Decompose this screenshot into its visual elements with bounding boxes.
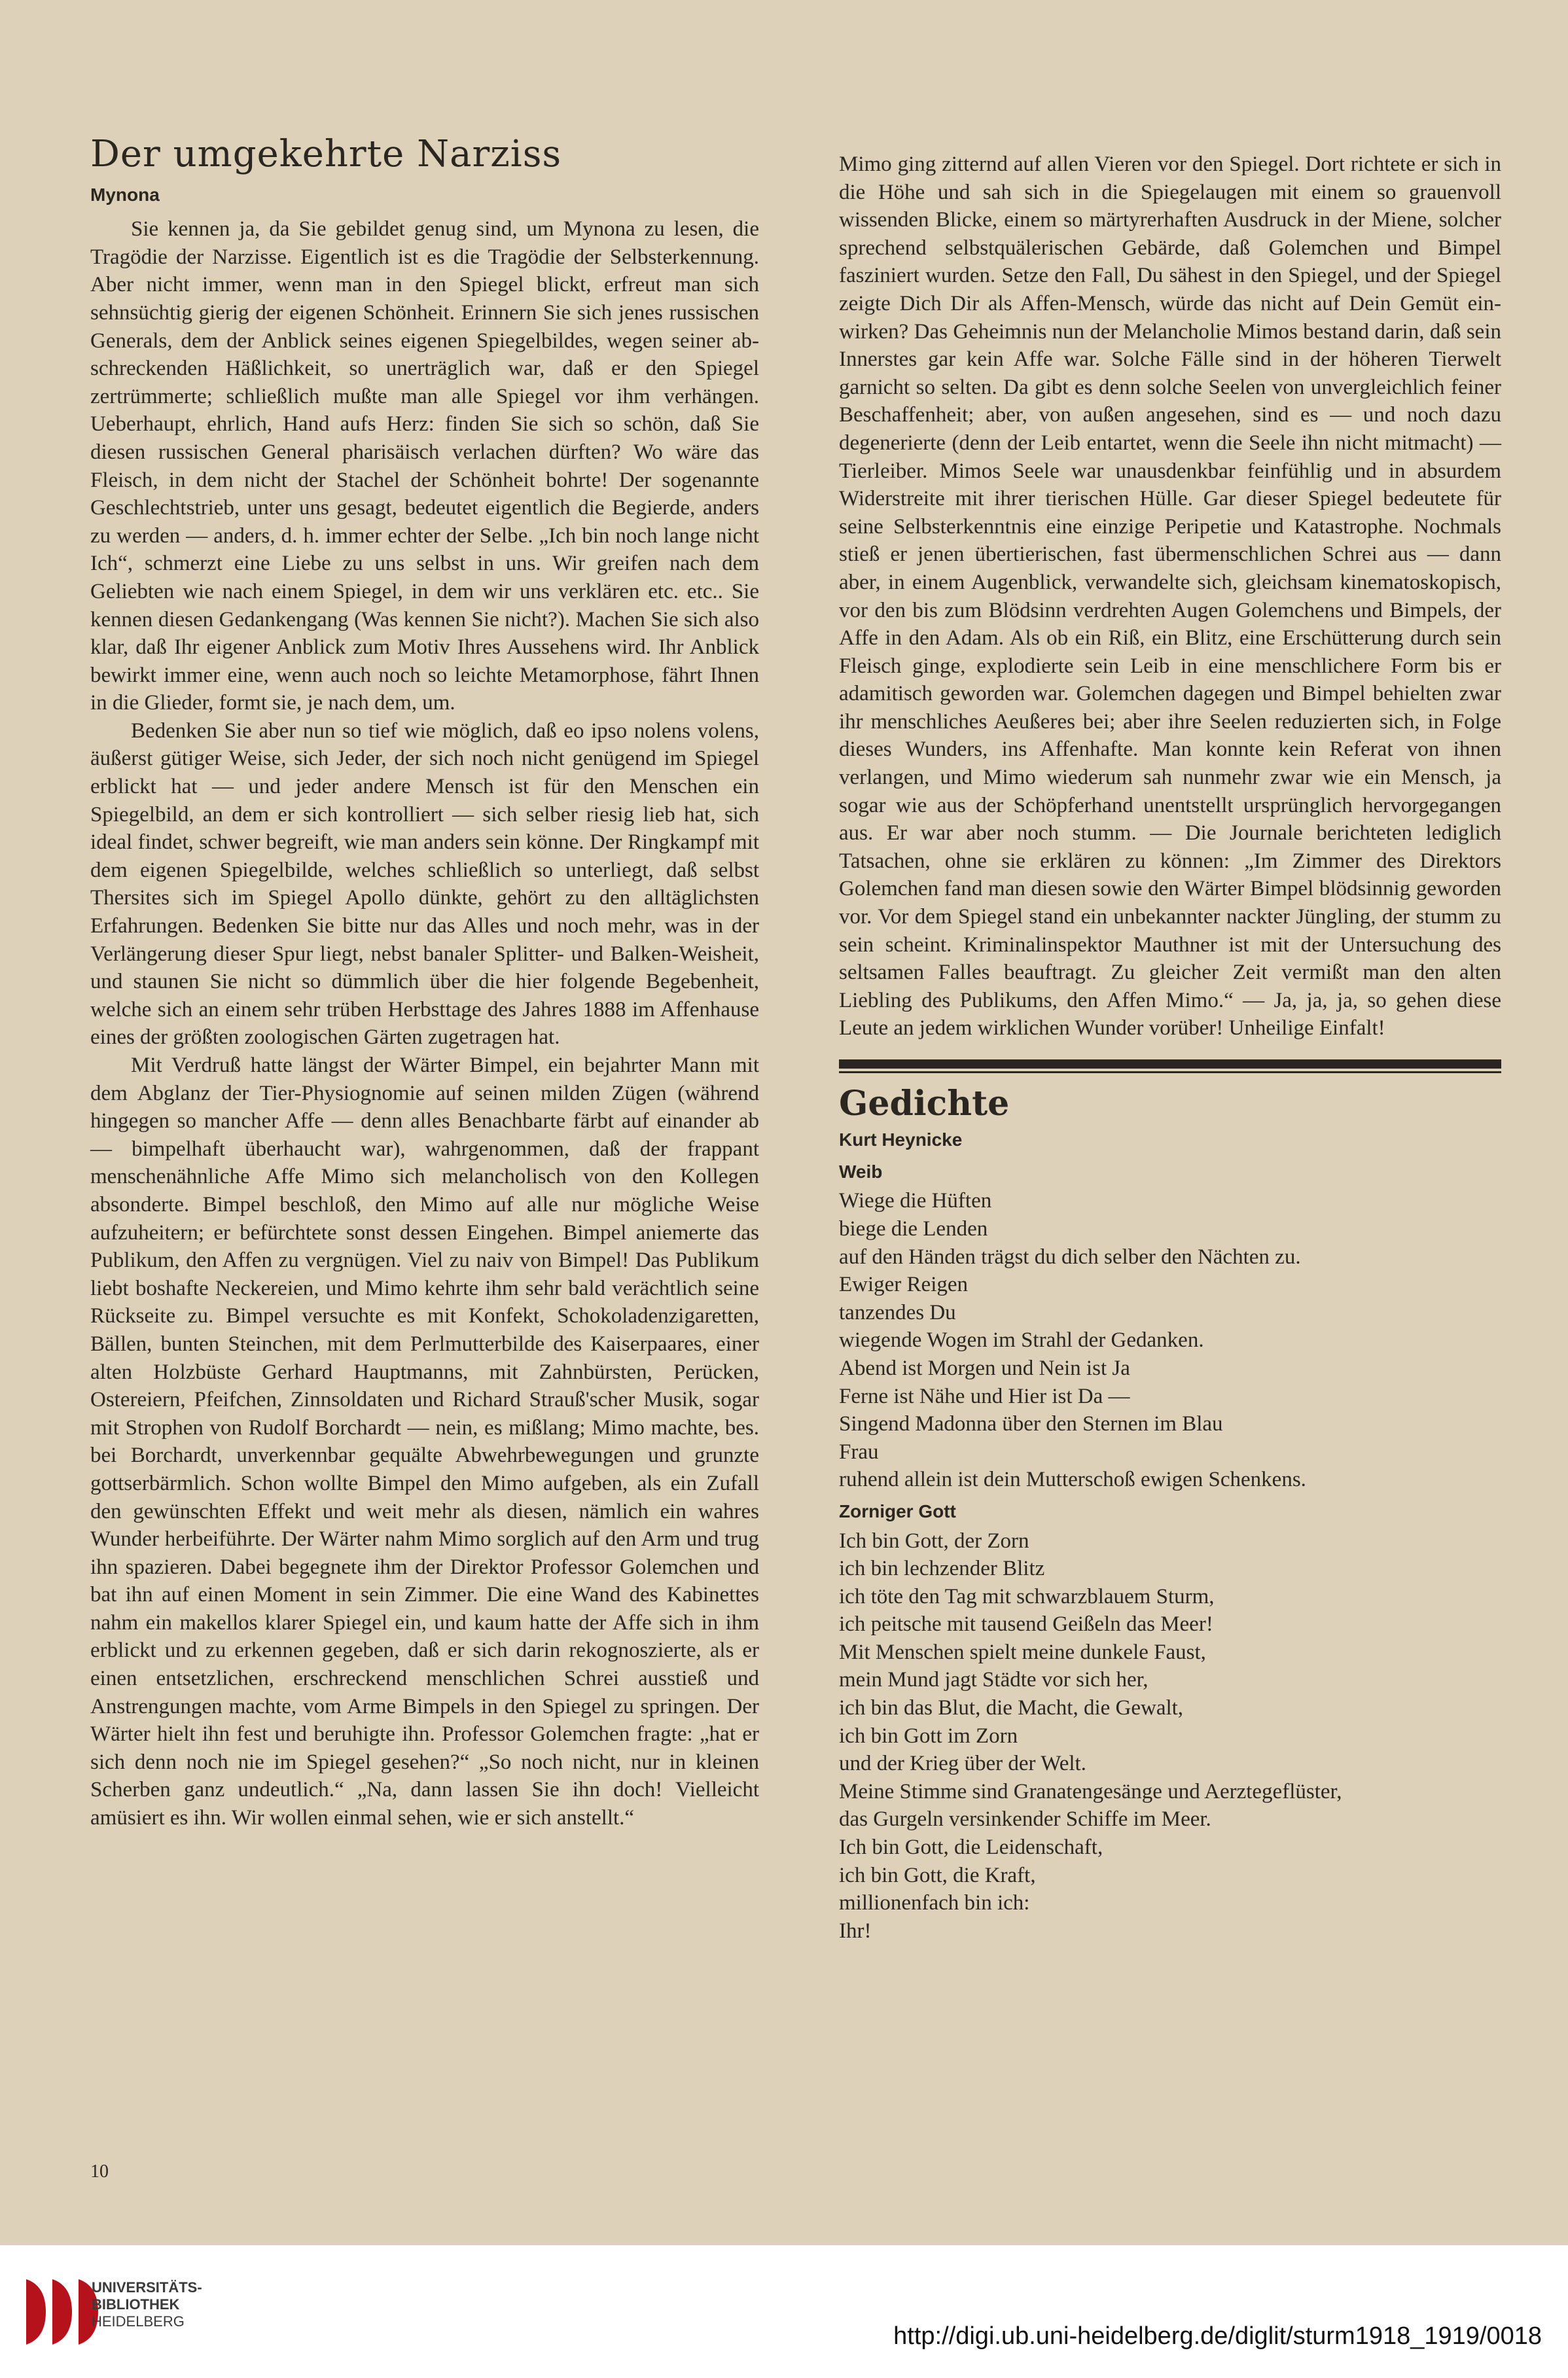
poem-line: Singend Madonna über den Sternen im Blau [839, 1412, 1223, 1436]
article-title: Der umgekehrte Narziss [90, 133, 562, 175]
poem-line: wiegende Wogen im Strahl der Gedanken. [839, 1328, 1204, 1353]
poem-title: Weib [839, 1161, 883, 1182]
poem-line: ich bin Gott im Zorn [839, 1724, 1018, 1748]
poem-line: Wiege die Hüften [839, 1189, 992, 1213]
section-divider-thick [839, 1059, 1501, 1069]
library-name [92, 2279, 202, 2330]
library-footer [0, 2245, 1568, 2378]
poem-line: Ich bin Gott, der Zorn [839, 1529, 1029, 1553]
library-name-line: UNIVERSITÄTS- [92, 2279, 202, 2296]
poem-line: ich bin lechzender Blitz [839, 1557, 1045, 1581]
page-number: 10 [90, 2161, 109, 2182]
poem-line: ruhend allein ist dein Mutterschoß ewigen Schenkens. [839, 1468, 1306, 1492]
article-paragraph-continued: Mimo ging zitternd auf allen Vieren vor den Spiegel. Dort richtete er sich in die Höhe und sah sich in die Spiegelaugen mit einem so grauenvoll wissenden Blicke, einem so märtyrerhaften Ausdruck in der Miene, solcher sprechend selbstquälerischen Gebärde, daß Golemchen und Bimpel fasziniert wurden. Setze den Fall, Du sähest in den Spiegel, und der Spiegel zeigte Dich Dir als Affen-Mensch, würde das nicht auf Dein Gemüt einwirken? Das Geheimnis nun der Melancholie Mimos bestand darin, daß sein Innerstes gar kein Affe war. Solche Fälle sind in der höheren Tierwelt garnicht so selten. Da gibt es denn solche Seelen von unvergleichlich feiner Beschaffenheit; aber, von außen angesehen, sind es — und noch dazu degenerierte (denn der Leib entartet, wenn die Seele ihn nicht mitmacht) — Tierleiber. Mimos Seele war unausdenkbar feinfühlig und in absurdem Widerstreite mit ihrer tierischen Hülle. Gar dieser Spiegel bedeutete für seine Selbsterkenntnis eine einzige Peripetie und Katastrophe. Nochmals stieß er jenen übertierischen, fast übermenschlichen Schrei aus — dann aber, in einem Augenblick, verwandelte sich, gleichsam kinematoskopisch, vor den bis zum Blödsinn verdrehten Augen Golemchens und Bimpels, der Affe in den Adam. Als ob ein Riß, ein Blitz, eine Erschütterung durch sein Fleisch ginge, explodierte sein Leib in eine menschlichere Form bis er adamitisch geworden war. Golemchen dagegen und Bimpel behielten zwar ihr menschliches Aeußeres bei; aber ihre Seelen reduzierten sich, in Folge dieses Wunders, ins Affenhafte. Man konnte kein Referat von ihnen verlangen, und Mimo wiederum sah nunmehr zwar wie ein Mensch, ja sogar wie aus der Schöpferhand unentstellt ursprünglich hervorgegangen aus. Er war aber noch stumm. — Die Journale berichteten lediglich Tatsachen, ohne sie erklären zu können: „Im Zimmer des Direktors Golemchen fand man diesen sowie den Wärter Bimpel blödsinnig geworden vor. Vor dem Spiegel stand ein unbekannter nackter Jüngling, der stumm zu sein scheint. Kriminalinspektor Mauthner ist mit der Untersuchung des seltsamen Falles beauftragt. Zu gleicher Zeit vermißt man den alten Liebling des Publikums, den Affen Mimo.“ — Ja, ja, ja, so gehen diese Leute an jedem wirklichen Wunder vorüber! Unheilige Einfalt! [839, 152, 1501, 1040]
poem-line: Ewiger Reigen [839, 1273, 969, 1297]
left-column [90, 134, 759, 1832]
poem-line: Ferne ist Nähe und Hier ist Da — [839, 1384, 1130, 1408]
source-url-link[interactable]: http://digi.ub.uni-heidelberg.de/diglit/sturm1918_1919/0018 [893, 2322, 1542, 2350]
poem-line: Frau [839, 1440, 879, 1464]
poem-line: tanzendes Du [839, 1300, 956, 1324]
article-paragraph: Mit Verdruß hatte längst der Wärter Bimpel, ein bejahrter Mann mit dem Abglanz der Tier-Physiognomie auf seinen milden Zügen (während hingegen so mancher Affe — denn alles Benachbarte färbt auf einander ab — bimpelhaft überhaucht war), wahrgenommen, daß der frappant menschenähnliche Affe Mimo sich melancholisch von den Kollegen absonderte. Bimpel beschloß, den Mimo auf alle nur mögliche Weise aufzuheitern; er befürchtete sonst dessen Eingehen. Bimpel aniemerte das Publikum, den Affen zu vergnügen. Viel zu naiv von Bimpel! Das Publikum liebt boshafte Neckereien, und Mimo kehrte ihm sehr bald verächtlich seine Rückseite zu. Bimpel versuchte es mit Konfekt, Schokoladenzigaretten, Bällen, bunten Steinchen, mit dem Perlmutterbilde des Kaiserpaares, einer alten Holzbüste Gerhard Hauptmanns, mit Zahnbürsten, Perücken, Ostereiern, Pfeifchen, Zinnsoldaten und Richard Strauß'scher Musik, sogar mit Strophen von Rudolf Borchardt — nein, es mißlang; Mimo machte, bes. bei Borchardt, unverkennbar gequälte Abwehrbewegungen und grunzte gottserbärmlich. Schon wollte Bimpel den Mimo aufgeben, als ein Zufall den gewünschten Effekt und weit mehr als diesen, nämlich ein wahres Wunder herbeiführte. Der Wärter nahm Mimo sorglich auf den Arm und trug ihn spazieren. Dabei begegnete ihm der Direktor Professor Golemchen und bat ihn auf einen Moment in sein Zimmer. Die eine Wand des Kabinettes nahm ein makellos klarer Spiegel ein, und kaum hatte der Affe sich in ihm erblickt und zu erkennen gegeben, daß er sich darin rekognoszierte, als er einen entsetzlichen, erschreckend menschlichen Schrei ausstieß und Anstrengungen machte, vom Arme Bimpels in den Spiegel zu springen. Der Wärter hielt ihn fest und beruhigte ihn. Professor Golemchen fragte: „hat er sich denn noch nie im Spiegel gesehen?“ „So noch nicht, nur in kleinen Scherben ganz undeutlich.“ „Na, dann lassen Sie ihn doch! Vielleicht amüsiert es ihn. Wir wollen einmal sehen, wie er sich anstellt.“ [90, 1054, 759, 1830]
poem-line: ich bin Gott, die Kraft, [839, 1863, 1036, 1887]
poem-line: Abend ist Morgen und Nein ist Ja [839, 1356, 1130, 1380]
poem-line: Mit Menschen spielt meine dunkele Faust, [839, 1640, 1206, 1664]
poem-line: das Gurgeln versinkender Schiffe im Meer. [839, 1807, 1211, 1832]
poem-line: Ihr! [839, 1919, 872, 1943]
article-paragraph: Bedenken Sie aber nun so tief wie möglich, daß eo ipso nolens volens, äußerst gütiger Weise, sich Jeder, der sich noch nicht genügend im Spiegel erblickt hat — und jeder andere Mensch ist für den Menschen ein Spiegelbild, an dem er sich kontrolliert — sich selber riesig lieb hat, sich ideal findet, schwer begreift, wie man anders sein könne. Der Ringkampf mit dem eigenen Spiegelbilde, welches schließlich so unterliegt, daß selbst Thersites sich im Spiegel Apollo dünkte, gehört zu den alltäglichsten Erfahrungen. Bedenken Sie bitte nur das Alles und noch mehr, was in der Verlängerung dieser Spur liegt, nebst banaler Splitter- und Balken-Weisheit, und staunen Sie nicht so dümmlich über die hier folgende Begebenheit, welche sich an einem sehr trüben Herbsttage des Jahres 1888 im Affenhause eines der größten zoologischen Gärten zugetragen hat. [90, 719, 759, 1050]
article-author: Mynona [90, 184, 160, 205]
poem-line: biege die Lenden [839, 1216, 988, 1241]
section-divider-thin [839, 1071, 1501, 1073]
poem-line: mein Mund jagt Städte vor sich her, [839, 1668, 1149, 1692]
poem-line: ich töte den Tag mit schwarzblauem Sturm, [839, 1584, 1215, 1608]
logo-mark-icon [26, 2279, 98, 2345]
poem-title: Zorniger Gott [839, 1500, 956, 1521]
poet-name: Kurt Heynicke [839, 1129, 963, 1150]
poem-line: auf den Händen trägst du dich selber den Nächten zu. [839, 1245, 1301, 1269]
poem-line: millionenfach bin ich: [839, 1891, 1030, 1915]
poem-weib [839, 1187, 1501, 1494]
poem-line: und der Krieg über der Welt. [839, 1752, 1086, 1776]
poem-zorniger-gott [839, 1527, 1501, 1945]
right-column [839, 151, 1501, 1945]
poems-heading: Gedichte [839, 1084, 1010, 1124]
poem-line: ich peitsche mit tausend Geißeln das Meer! [839, 1612, 1213, 1637]
poem-line: Meine Stimme sind Granatengesänge und Aerztegeflüster, [839, 1779, 1342, 1803]
article-paragraph: Sie kennen ja, da Sie gebildet genug sind, um Mynona zu lesen, die Tragödie der Narzisse. Eigentlich ist es die Tragödie der Selbsterkennung. Aber nicht immer, wenn man in den Spiegel blickt, erfreut man sich sehnsüchtig gierig der eigenen Schönheit. Erinnern Sie sich jenes russischen Generals, dem der Anblick seines eigenen Spiegelbildes, wegen seiner abschreckenden Häßlichkeit, so unerträglich war, daß er den Spiegel zertrümmerte; schließlich mußte man alle Spiegel vor ihm verhängen. Ueberhaupt, ehrlich, Hand aufs Herz: finden Sie sich so schön, daß Sie diesen russischen General pharisäisch verlachen dürften? Wo wäre das Fleisch, in dem nicht der Stachel der Schönheit bohrte! Der sogenannte Geschlechtstrieb, unter uns gesagt, bedeutet eigentlich die Begierde, anders zu werden — anders, d. h. immer echter der Selbe. „Ich bin noch lange nicht Ich“, schmerzt eine Liebe zu uns selbst in uns. Wir greifen nach dem Geliebten wie nach einem Spiegel, in dem wir uns verklären etc. etc.. Sie kennen diesen Gedankengang (Was kennen Sie nicht?). Machen Sie sich also klar, daß Ihr eigener Anblick zum Motiv Ihres Aussehens wird. Ihr Anblick bewirkt immer eine, wenn auch noch so leichte Metamorphose, fährt Ihnen in die Glieder, formt sie, je nach dem, um. [90, 217, 759, 715]
poem-line: Ich bin Gott, die Leidenschaft, [839, 1836, 1103, 1860]
library-name-line: HEIDELBERG [92, 2313, 185, 2330]
library-name-line: BIBLIOTHEK [92, 2296, 180, 2313]
poem-line: ich bin das Blut, die Macht, die Gewalt, [839, 1696, 1184, 1720]
